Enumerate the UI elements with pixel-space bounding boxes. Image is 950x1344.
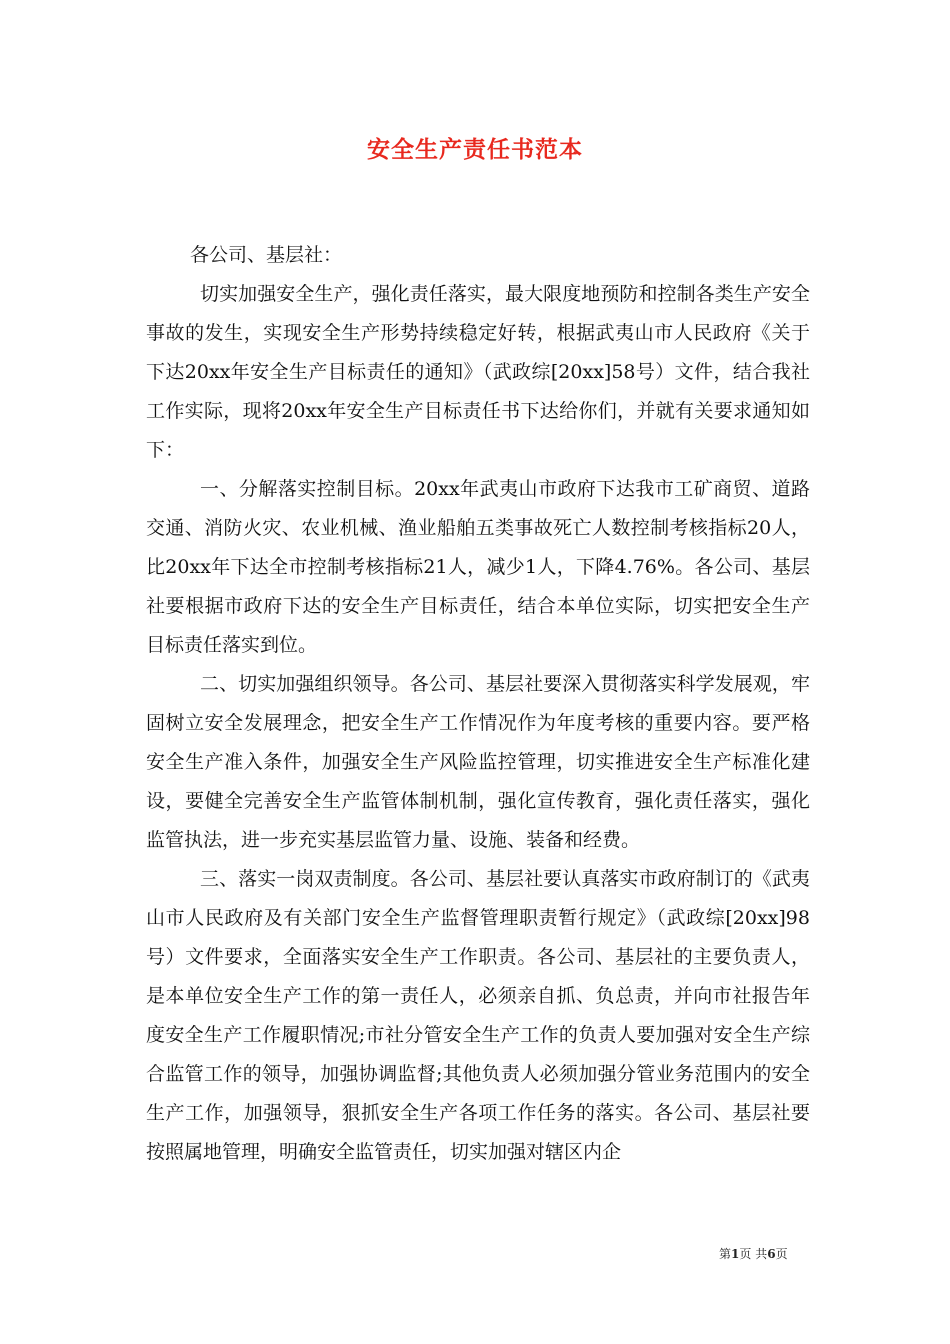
paragraph-section-2: 二、切实加强组织领导。各公司、基层社要深入贯彻落实科学发展观，牢固树立安全发展理念，把安全生产工作情况作为年度考核的重要内容。要严格安全生产准入条件，加强安全生产风险监控管理，切实推进安全生产标准化建设，要健全完善安全生产监管体制机制，强化宣传教育，强化责任落实，强化监管执法，进一步充实基层监管力量、设施、装备和经费。 (146, 673, 810, 851)
current-page-number: 1 (731, 1247, 740, 1261)
footer-middle: 页 共 (739, 1247, 768, 1261)
footer-suffix: 页 (775, 1247, 788, 1261)
paragraph-section-1: 一、分解落实控制目标。20xx年武夷山市政府下达我市工矿商贸、道路交通、消防火灾、农业机械、渔业船舶五类事故死亡人数控制考核指标20人，比20xx年下达全市控制考核指标21人，减少1人，下降4.76%。各公司、基层社要根据市政府下达的安全生产目标责任，结合本单位实际，切实把安全生产目标责任落实到位。 (146, 478, 810, 656)
paragraph-section-3: 三、落实一岗双责制度。各公司、基层社要认真落实市政府制订的《武夷山市人民政府及有关部门安全生产监督管理职责暂行规定》（武政综[20xx]98号）文件要求，全面落实安全生产工作职责。各公司、基层社的主要负责人，是本单位安全生产工作的第一责任人，必须亲自抓、负总责，并向市社报告年度安全生产工作履职情况;市社分管安全生产工作的负责人要加强对安全生产综合监管工作的领导，加强协调监督;其他负责人必须加强分管业务范围内的安全生产工作，加强领导，狠抓安全生产各项工作任务的落实。各公司、基层社要按照属地管理，明确安全监管责任，切实加强对辖区内企 (146, 868, 810, 1163)
document-body (146, 236, 810, 1172)
salutation: 各公司、基层社： (190, 244, 343, 266)
footer-prefix: 第 (719, 1247, 732, 1261)
total-page-number: 6 (767, 1247, 776, 1261)
page-number-footer (719, 1246, 788, 1262)
paragraph-intro: 切实加强安全生产，强化责任落实，最大限度地预防和控制各类生产安全事故的发生，实现安全生产形势持续稳定好转，根据武夷山市人民政府《关于下达20xx年安全生产目标责任的通知》（武政综[20xx]58号）文件，结合我社工作实际，现将20xx年安全生产目标责任书下达给你们，并就有关要求通知如下： (146, 283, 810, 461)
document-title: 安全生产责任书范本 (367, 136, 583, 163)
